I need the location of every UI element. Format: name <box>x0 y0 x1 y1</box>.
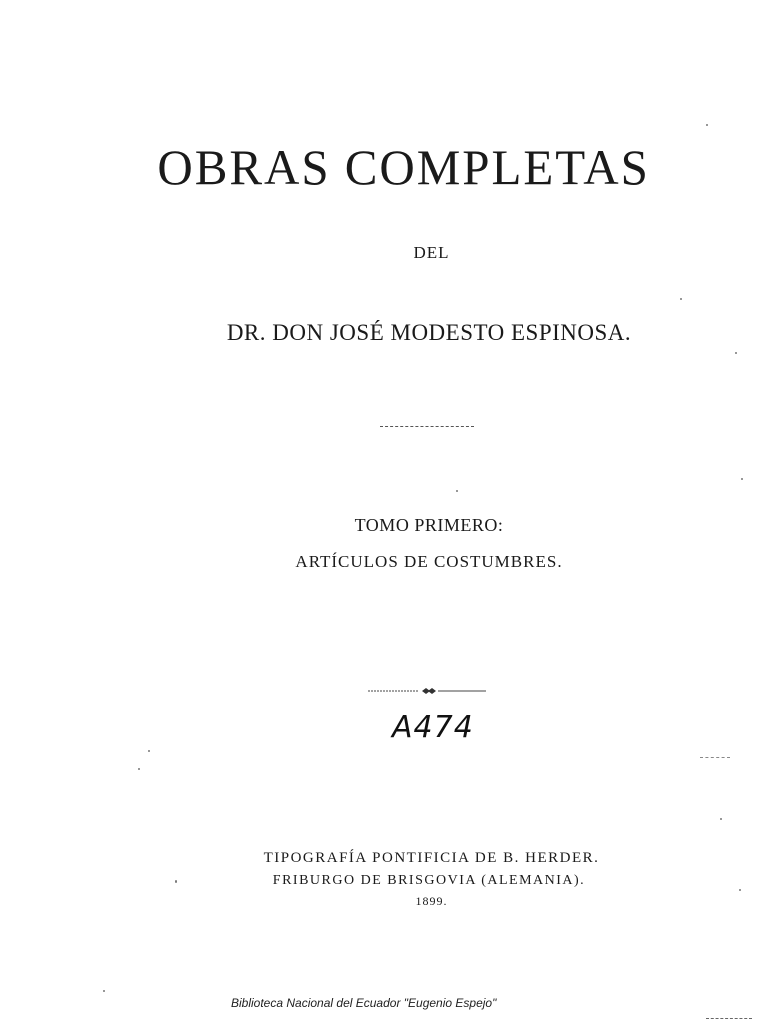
ornament-divider <box>368 685 486 697</box>
scan-speck <box>739 889 741 891</box>
imprint-year: 1899. <box>415 894 448 908</box>
scan-speck <box>741 478 743 480</box>
scan-speck <box>148 750 150 752</box>
scan-speck <box>138 768 140 770</box>
scan-speck <box>103 990 105 992</box>
imprint-printer: TIPOGRAFÍA PONTIFICIA DE B. HERDER. <box>263 850 600 866</box>
volume-label: TOMO PRIMERO: <box>354 515 504 535</box>
author-name: DR. DON JOSÉ MODESTO ESPINOSA. <box>226 320 632 345</box>
scan-speck <box>720 818 722 820</box>
volume-subtitle: ARTÍCULOS DE COSTUMBRES. <box>295 552 563 571</box>
book-title: OBRAS COMPLETAS <box>157 139 650 195</box>
del-label: DEL <box>413 243 450 262</box>
scan-speck <box>680 298 682 300</box>
scan-speck <box>735 352 737 354</box>
scan-edge-mark <box>706 1018 752 1019</box>
handwritten-call-number: A474 <box>392 710 474 745</box>
library-footer: Biblioteca Nacional del Ecuador "Eugenio Espejo" <box>231 996 497 1010</box>
divider-rule <box>380 426 474 427</box>
scan-edge-mark <box>700 757 730 758</box>
imprint-place: FRIBURGO DE BRISGOVIA (ALEMANIA). <box>272 873 586 888</box>
scan-speck <box>175 880 177 883</box>
scan-speck <box>706 124 708 126</box>
scan-speck <box>456 490 458 492</box>
